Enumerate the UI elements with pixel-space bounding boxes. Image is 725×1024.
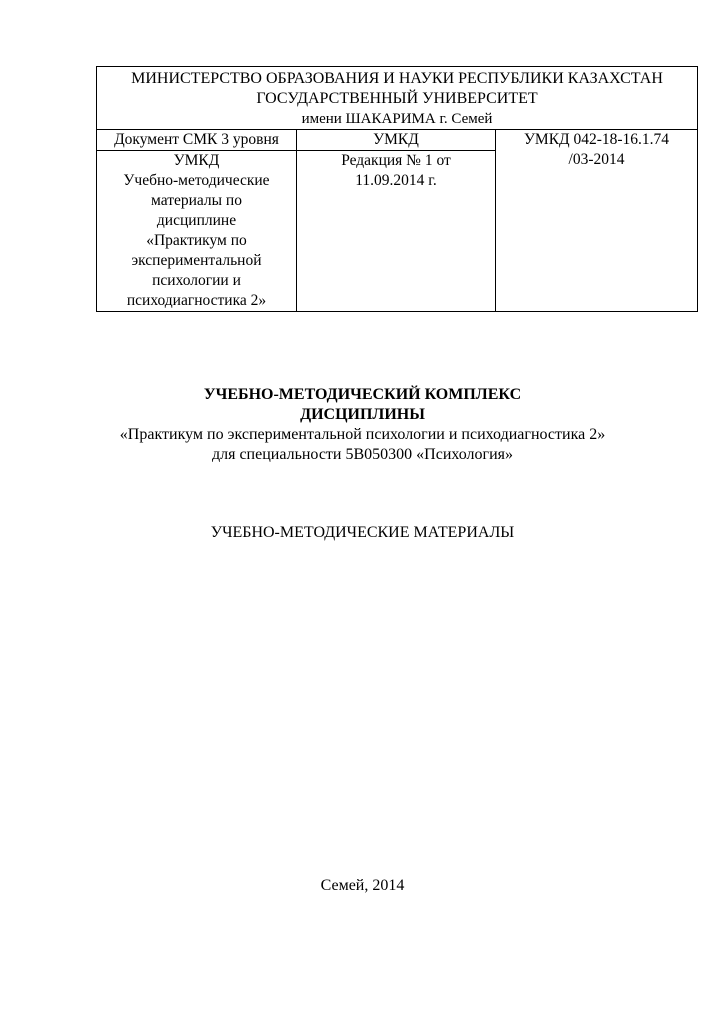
header-doc-row bbox=[97, 130, 698, 151]
revision-date: 11.09.2014 г. bbox=[355, 172, 437, 189]
specialty: для специальности 5В050300 «Психология» bbox=[211, 446, 514, 463]
doc-description-cell bbox=[97, 151, 297, 312]
description-line: психодиагностика 2» bbox=[126, 292, 267, 309]
doc-level-cell bbox=[97, 130, 297, 151]
umkd-cell bbox=[297, 130, 496, 151]
description-line: материалы по bbox=[151, 192, 242, 209]
doc-code-cell bbox=[496, 130, 698, 312]
course-name: «Практикум по экспериментальной психологии и психодиагностика 2» bbox=[119, 426, 606, 443]
doc-code-line1: УМКД 042-18-16.1.74 bbox=[523, 131, 670, 148]
header-table bbox=[96, 66, 698, 312]
city-year: Семей, 2014 bbox=[320, 877, 405, 894]
revision-cell bbox=[297, 151, 496, 312]
title-line-discipline: ДИСЦИПЛИНЫ bbox=[300, 406, 425, 423]
description-line: УМКД bbox=[173, 152, 220, 169]
title-line-complex: УЧЕБНО-МЕТОДИЧЕСКИЙ КОМПЛЕКС bbox=[203, 386, 522, 403]
doc-code-line2: /03-2014 bbox=[568, 151, 625, 168]
description-line: «Практикум по bbox=[146, 232, 247, 249]
university-title: ГОСУДАРСТВЕННЫЙ УНИВЕРСИТЕТ bbox=[256, 90, 538, 107]
description-line: дисциплине bbox=[156, 212, 237, 229]
revision-line: Редакция № 1 от bbox=[341, 152, 451, 169]
description-line: психологии и bbox=[152, 272, 241, 289]
university-name: имени ШАКАРИМА г. Семей bbox=[301, 111, 493, 127]
header-ministry-row bbox=[97, 67, 698, 130]
description-line: экспериментальной bbox=[131, 252, 262, 269]
doc-level: Документ СМК 3 уровня bbox=[114, 131, 279, 148]
umkd-label: УМКД bbox=[373, 131, 419, 148]
description-line: Учебно-методические bbox=[123, 172, 270, 189]
title-block bbox=[60, 385, 665, 465]
ministry-title: МИНИСТЕРСТВО ОБРАЗОВАНИЯ И НАУКИ РЕСПУБЛИКИ КАЗАХСТАН bbox=[131, 70, 663, 87]
materials-heading: УЧЕБНО-МЕТОДИЧЕСКИЕ МАТЕРИАЛЫ bbox=[210, 524, 515, 541]
ministry-cell bbox=[97, 67, 698, 130]
